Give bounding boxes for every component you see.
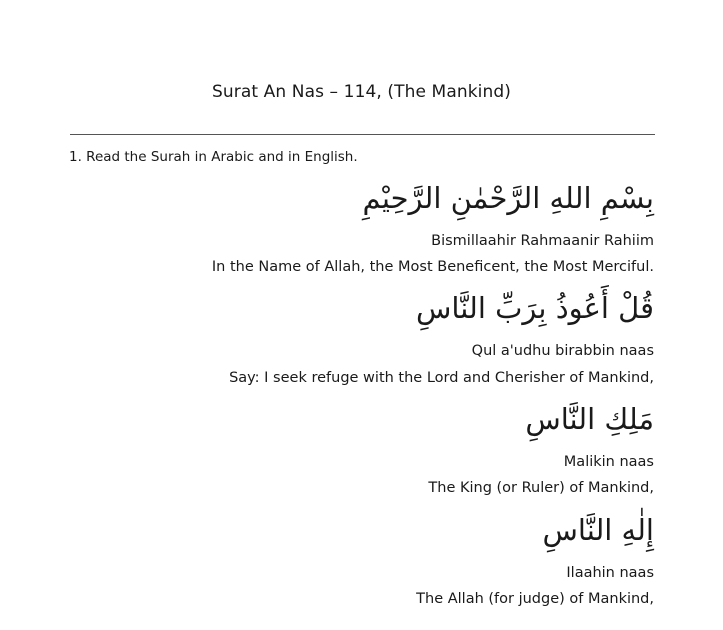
verse-3-transliteration: Malikin naas bbox=[563, 454, 654, 470]
verse-2-transliteration: Qul a'udhu birabbin naas bbox=[471, 343, 654, 359]
verse-3-arabic: مَلِكِ النَّاسِ bbox=[525, 402, 654, 436]
verse-2-translation: Say: I seek refuge with the Lord and Cherisher of Mankind, bbox=[229, 370, 654, 386]
verse-2-arabic: قُلْ أَعُوذُ بِرَبِّ النَّاسِ bbox=[416, 291, 654, 325]
title-divider bbox=[70, 134, 655, 135]
page-title: Surat An Nas – 114, (The Mankind) bbox=[212, 82, 511, 102]
verse-4-transliteration: Ilaahin naas bbox=[566, 565, 654, 581]
verse-3-translation: The King (or Ruler) of Mankind, bbox=[428, 480, 654, 496]
verse-4-translation: The Allah (for judge) of Mankind, bbox=[416, 591, 654, 607]
instruction-text: 1. Read the Surah in Arabic and in English. bbox=[69, 149, 358, 165]
verse-1-translation: In the Name of Allah, the Most Beneficent, the Most Merciful. bbox=[211, 259, 654, 275]
verse-1-arabic: بِسْمِ اللهِ الرَّحْمٰنِ الرَّحِيْمِ bbox=[362, 181, 654, 215]
verse-4-arabic: إِلٰهِ النَّاسِ bbox=[542, 513, 654, 547]
verse-1-transliteration: Bismillaahir Rahmaanir Rahiim bbox=[431, 233, 654, 249]
